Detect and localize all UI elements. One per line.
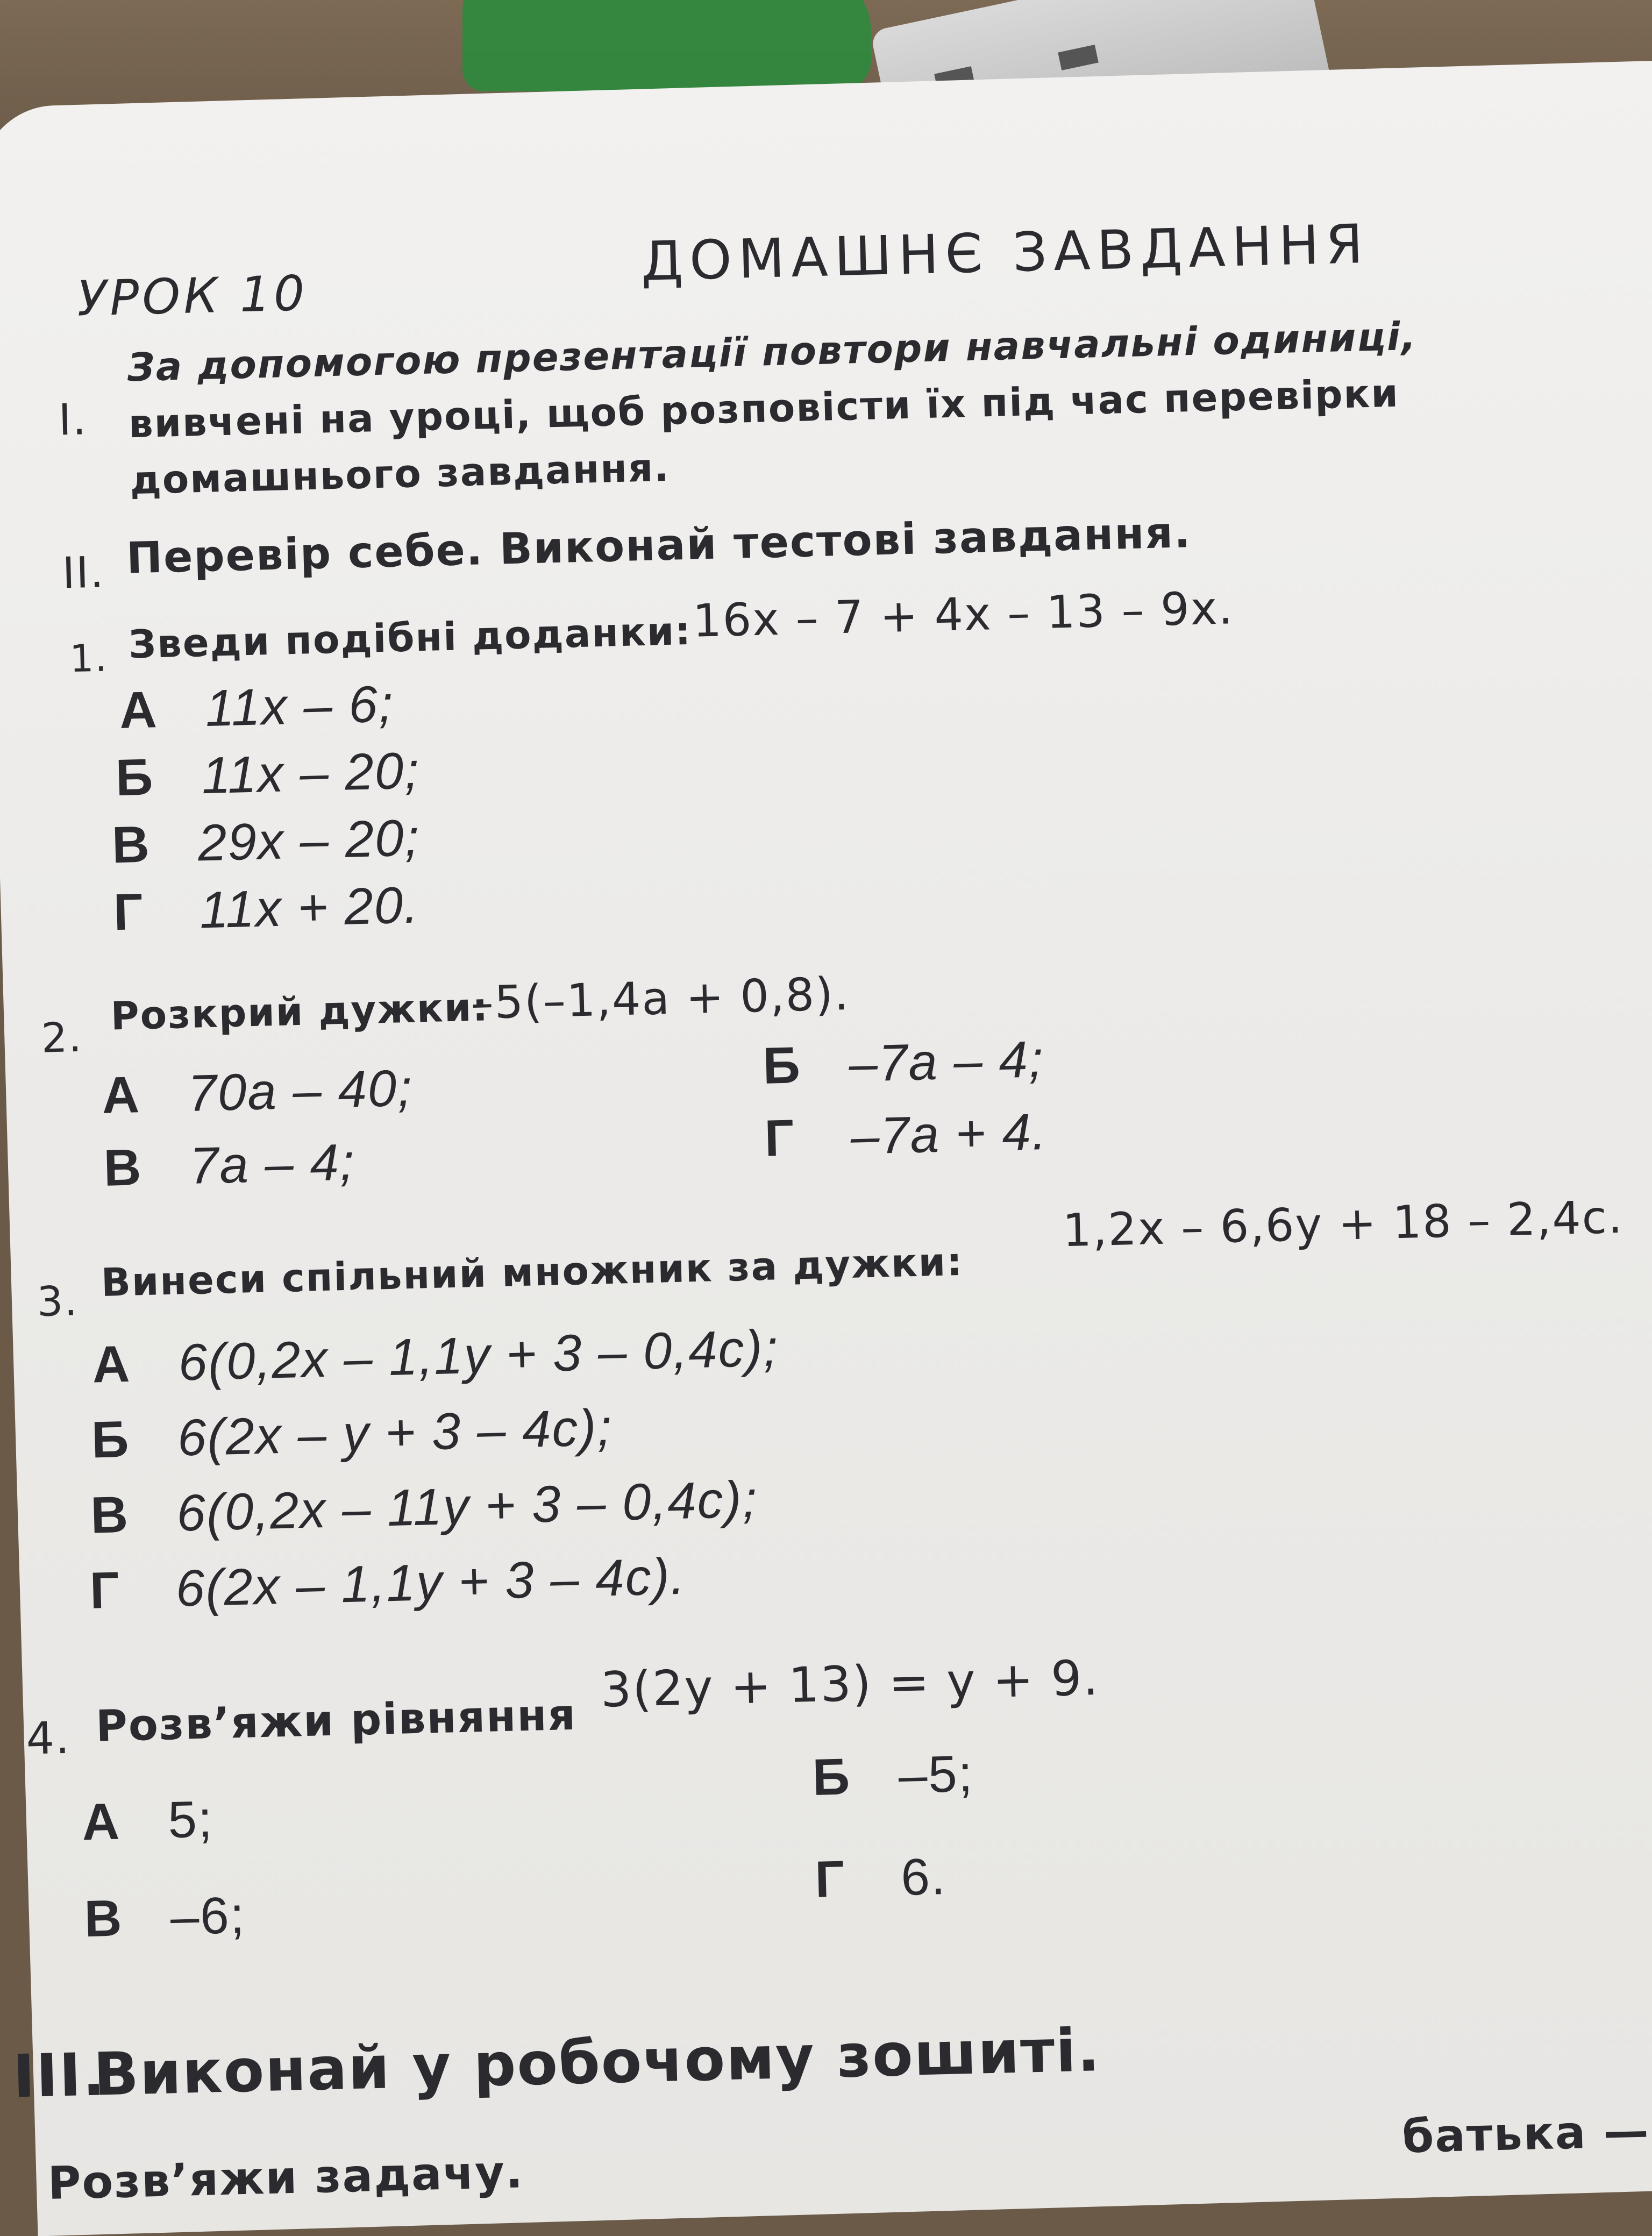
answer-value: 70a – 40;	[187, 1059, 414, 1122]
answer-value: 7a – 4;	[189, 1133, 356, 1195]
answer-letter: Б	[811, 1748, 852, 1806]
task-prompt: Розв’яжи рівняння	[95, 1689, 577, 1751]
part2-text: Перевір себе. Виконай тестові завдання.	[125, 507, 1192, 583]
answer-letter: Г	[764, 1109, 796, 1167]
answer-value: –7a + 4.	[850, 1102, 1048, 1165]
answer-value: 6(0,2x – 11y + 3 – 0,4c);	[176, 1470, 759, 1542]
task-expression: 1,2x – 6,6y + 18 – 2,4c.	[1062, 1190, 1624, 1257]
answer-value: 11x – 20;	[201, 742, 421, 805]
answer-value: 11x + 20.	[198, 876, 420, 939]
task-prompt: Зведи подібні доданки:	[128, 608, 692, 667]
task-expression: 16x – 7 + 4x – 13 – 9x.	[692, 581, 1235, 647]
part1-line: За допомогою презентації повтори навчальні одиниці,	[126, 313, 1418, 390]
answer-value: 6(0,2x – 1,1y + 3 – 0,4c);	[177, 1319, 780, 1392]
answer-value: 11x – 6;	[204, 675, 395, 737]
answer-option	[111, 808, 421, 875]
answer-option	[115, 741, 421, 808]
part3-text: Виконай у робочому зошиті.	[92, 2016, 1102, 2109]
task-prompt: Розкрий дужки:	[110, 984, 490, 1039]
answer-option	[90, 1470, 758, 1545]
answer-letter: А	[118, 681, 159, 739]
answer-option	[119, 674, 395, 740]
answer-letter: В	[103, 1138, 143, 1197]
answer-option	[91, 1398, 613, 1470]
answer-value: 6.	[900, 1847, 947, 1907]
answer-option	[101, 1059, 414, 1126]
answer-option	[762, 1030, 1045, 1096]
answer-option	[812, 1744, 974, 1807]
task-number: 2.	[40, 1013, 83, 1062]
answer-letter: Б	[762, 1036, 802, 1095]
part1-number: I.	[58, 394, 88, 445]
answer-option	[81, 1790, 214, 1852]
task-number: 3.	[36, 1277, 79, 1326]
answer-option	[764, 1102, 1048, 1169]
answer-letter: Г	[814, 1850, 846, 1909]
answer-value: –6;	[169, 1886, 246, 1946]
bottom-text-left: Розв’яжи задачу.	[47, 2145, 524, 2210]
answer-option	[84, 1886, 246, 1949]
answer-option	[103, 1133, 356, 1198]
task-expression: –5(–1,4a + 0,8).	[470, 967, 850, 1030]
part1-line: вивчені на уроці, щоб розповісти їх під час перевірки	[128, 370, 1400, 447]
answer-option	[91, 1319, 779, 1394]
answer-letter: Б	[90, 1410, 131, 1469]
task-prompt: Винеси спільний множник за дужки:	[101, 1238, 964, 1306]
task-expression: 3(2y + 13) = y + 9.	[600, 1649, 1100, 1719]
task-number: 1.	[69, 636, 109, 681]
answer-letter: А	[81, 1792, 122, 1852]
answer-letter: Г	[89, 1561, 121, 1620]
answer-letter: В	[111, 815, 151, 874]
part3-number: III.	[12, 2040, 107, 2111]
answer-option	[89, 1547, 687, 1621]
lesson-label: УРОК 10	[76, 265, 309, 327]
answer-value: –5;	[898, 1744, 974, 1805]
answer-letter: Г	[112, 882, 145, 942]
task-number: 4.	[25, 1712, 72, 1765]
answer-value: 6(2x – 1,1y + 3 – 4c).	[175, 1547, 687, 1618]
part2-number: II.	[61, 547, 105, 599]
part1-line: домашнього завдання.	[129, 444, 671, 503]
answer-option	[814, 1847, 947, 1910]
bottom-text-right: батька —	[1401, 2104, 1650, 2163]
answer-value: 6(2x – y + 3 – 4c);	[176, 1398, 614, 1467]
answer-option	[113, 875, 420, 942]
answer-value: 29x – 20;	[197, 809, 421, 872]
answer-value: –7a – 4;	[848, 1030, 1045, 1093]
answer-letter: В	[90, 1485, 130, 1544]
answer-letter: А	[101, 1066, 141, 1124]
answer-letter: А	[91, 1335, 132, 1394]
answer-value: 5;	[167, 1790, 214, 1849]
page-title: ДОМАШНЄ ЗАВДАННЯ	[640, 212, 1370, 293]
answer-letter: Б	[115, 748, 155, 807]
answer-letter: В	[83, 1889, 124, 1948]
